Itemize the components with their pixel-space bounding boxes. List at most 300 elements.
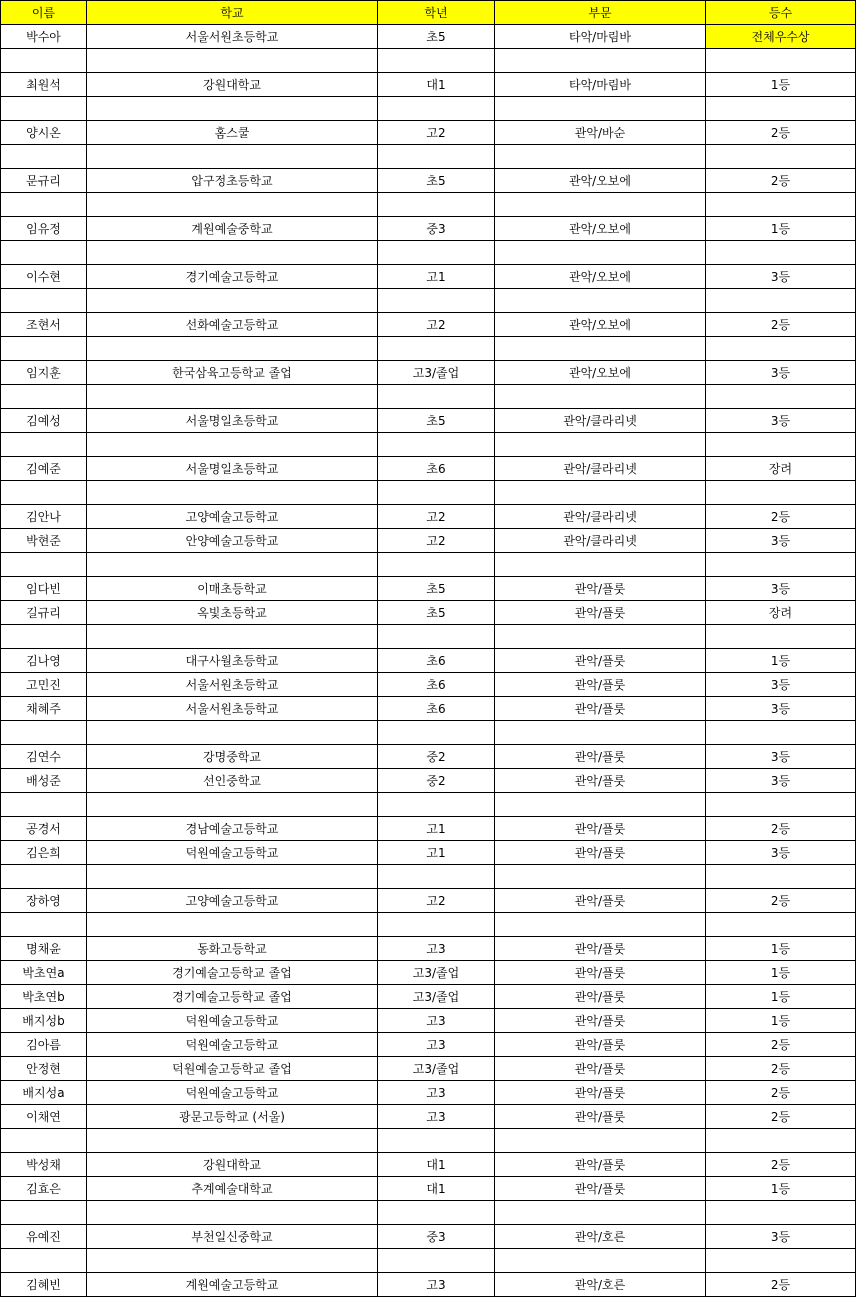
school-cell	[87, 913, 378, 937]
table-row	[1, 673, 856, 697]
grade-cell: 중3	[378, 217, 495, 241]
rank-cell	[706, 793, 856, 817]
division-cell: 관악/플룻	[495, 1153, 706, 1177]
grade-cell	[378, 721, 495, 745]
table-row	[1, 889, 856, 913]
grade-cell: 초5	[378, 409, 495, 433]
division-cell: 관악/플룻	[495, 601, 706, 625]
school-cell: 광문고등학교 (서울)	[87, 1105, 378, 1129]
school-cell	[87, 193, 378, 217]
name-cell: 배지성a	[1, 1081, 87, 1105]
grade-cell: 고2	[378, 889, 495, 913]
school-cell: 경기예술고등학교 졸업	[87, 985, 378, 1009]
rank-cell	[706, 97, 856, 121]
grade-cell: 고1	[378, 265, 495, 289]
division-cell: 관악/클라리넷	[495, 409, 706, 433]
school-cell: 덕원예술고등학교	[87, 1009, 378, 1033]
name-cell	[1, 145, 87, 169]
rank-cell	[706, 289, 856, 313]
name-cell: 장하영	[1, 889, 87, 913]
school-cell: 덕원예술고등학교	[87, 1081, 378, 1105]
school-cell: 한국삼육고등학교 졸업	[87, 361, 378, 385]
grade-cell: 고3	[378, 1033, 495, 1057]
rank-cell: 3등	[706, 673, 856, 697]
rank-cell	[706, 193, 856, 217]
name-cell: 임다빈	[1, 577, 87, 601]
name-cell: 최원석	[1, 73, 87, 97]
table-row	[1, 985, 856, 1009]
name-cell	[1, 1129, 87, 1153]
division-cell: 관악/플룻	[495, 1057, 706, 1081]
division-cell	[495, 1249, 706, 1273]
empty-row	[1, 145, 856, 169]
school-cell	[87, 241, 378, 265]
name-cell	[1, 721, 87, 745]
empty-row	[1, 1129, 856, 1153]
name-cell: 양시온	[1, 121, 87, 145]
division-cell	[495, 241, 706, 265]
division-cell: 관악/오보에	[495, 169, 706, 193]
table-row	[1, 409, 856, 433]
rank-cell: 3등	[706, 361, 856, 385]
name-cell: 이채연	[1, 1105, 87, 1129]
grade-cell: 고2	[378, 529, 495, 553]
name-cell	[1, 553, 87, 577]
empty-row	[1, 1249, 856, 1273]
empty-row	[1, 385, 856, 409]
table-row	[1, 505, 856, 529]
school-cell: 고양예술고등학교	[87, 505, 378, 529]
table-row	[1, 25, 856, 49]
division-cell	[495, 193, 706, 217]
name-cell: 박성채	[1, 1153, 87, 1177]
school-cell: 서울명일초등학교	[87, 457, 378, 481]
grade-cell: 고3/졸업	[378, 1057, 495, 1081]
name-cell: 채혜주	[1, 697, 87, 721]
school-cell: 서울서원초등학교	[87, 697, 378, 721]
school-cell	[87, 1129, 378, 1153]
school-cell	[87, 865, 378, 889]
rank-cell: 1등	[706, 1009, 856, 1033]
name-cell	[1, 49, 87, 73]
school-cell	[87, 49, 378, 73]
grade-cell: 초5	[378, 25, 495, 49]
name-cell	[1, 385, 87, 409]
table-row	[1, 1105, 856, 1129]
division-cell	[495, 625, 706, 649]
header-school: 학교	[87, 1, 378, 25]
division-cell: 관악/플룻	[495, 769, 706, 793]
rank-cell: 2등	[706, 817, 856, 841]
name-cell	[1, 193, 87, 217]
name-cell: 이수현	[1, 265, 87, 289]
empty-row	[1, 49, 856, 73]
school-cell	[87, 1201, 378, 1225]
school-cell: 서울서원초등학교	[87, 25, 378, 49]
name-cell: 김연수	[1, 745, 87, 769]
rank-cell: 3등	[706, 769, 856, 793]
rank-cell: 1등	[706, 649, 856, 673]
school-cell: 선인중학교	[87, 769, 378, 793]
division-cell: 관악/플룻	[495, 889, 706, 913]
grade-cell: 고1	[378, 841, 495, 865]
rank-cell	[706, 625, 856, 649]
empty-row	[1, 793, 856, 817]
grade-cell: 고3	[378, 1081, 495, 1105]
school-cell: 계원예술고등학교	[87, 1273, 378, 1297]
school-cell	[87, 793, 378, 817]
grade-cell: 초6	[378, 649, 495, 673]
name-cell	[1, 481, 87, 505]
division-cell	[495, 433, 706, 457]
empty-row	[1, 481, 856, 505]
school-cell: 계원예술중학교	[87, 217, 378, 241]
name-cell: 임지훈	[1, 361, 87, 385]
header-division: 부문	[495, 1, 706, 25]
table-row	[1, 169, 856, 193]
division-cell: 관악/플룻	[495, 673, 706, 697]
grade-cell	[378, 385, 495, 409]
division-cell: 관악/플룻	[495, 649, 706, 673]
grade-cell: 고3/졸업	[378, 985, 495, 1009]
school-cell	[87, 721, 378, 745]
grade-cell	[378, 49, 495, 73]
grade-cell: 대1	[378, 73, 495, 97]
header-name: 이름	[1, 1, 87, 25]
division-cell	[495, 793, 706, 817]
division-cell	[495, 385, 706, 409]
name-cell: 배지성b	[1, 1009, 87, 1033]
school-cell: 강원대학교	[87, 73, 378, 97]
school-cell: 경남예술고등학교	[87, 817, 378, 841]
empty-row	[1, 289, 856, 313]
division-cell: 관악/오보에	[495, 361, 706, 385]
division-cell: 관악/바순	[495, 121, 706, 145]
division-cell: 관악/플룻	[495, 1105, 706, 1129]
school-cell	[87, 625, 378, 649]
grade-cell	[378, 337, 495, 361]
grade-cell: 고3	[378, 1105, 495, 1129]
rank-cell: 3등	[706, 841, 856, 865]
rank-cell	[706, 481, 856, 505]
rank-cell: 2등	[706, 1105, 856, 1129]
school-cell: 동화고등학교	[87, 937, 378, 961]
table-row	[1, 1057, 856, 1081]
rank-cell	[706, 721, 856, 745]
table-row	[1, 601, 856, 625]
rank-cell: 2등	[706, 1081, 856, 1105]
table-row	[1, 1225, 856, 1249]
grade-cell	[378, 145, 495, 169]
name-cell: 김나영	[1, 649, 87, 673]
rank-cell	[706, 1201, 856, 1225]
rank-cell: 2등	[706, 1153, 856, 1177]
rank-cell	[706, 145, 856, 169]
school-cell: 이매초등학교	[87, 577, 378, 601]
grade-cell: 고1	[378, 817, 495, 841]
division-cell: 관악/호른	[495, 1225, 706, 1249]
school-cell: 강원대학교	[87, 1153, 378, 1177]
empty-row	[1, 865, 856, 889]
table-row	[1, 745, 856, 769]
grade-cell: 초6	[378, 697, 495, 721]
rank-cell: 2등	[706, 169, 856, 193]
name-cell	[1, 241, 87, 265]
school-cell: 선화예술고등학교	[87, 313, 378, 337]
rank-cell: 3등	[706, 409, 856, 433]
school-cell: 부천일신중학교	[87, 1225, 378, 1249]
name-cell: 박초연b	[1, 985, 87, 1009]
division-cell: 관악/플룻	[495, 985, 706, 1009]
name-cell	[1, 289, 87, 313]
header-grade: 학년	[378, 1, 495, 25]
grade-cell: 초5	[378, 601, 495, 625]
grade-cell	[378, 1129, 495, 1153]
name-cell: 김은희	[1, 841, 87, 865]
name-cell: 김아름	[1, 1033, 87, 1057]
name-cell: 박현준	[1, 529, 87, 553]
rank-cell: 3등	[706, 745, 856, 769]
school-cell: 서울명일초등학교	[87, 409, 378, 433]
name-cell: 임유정	[1, 217, 87, 241]
division-cell: 관악/플룻	[495, 1009, 706, 1033]
grade-cell: 초6	[378, 673, 495, 697]
table-row	[1, 649, 856, 673]
grade-cell: 중3	[378, 1225, 495, 1249]
empty-row	[1, 1201, 856, 1225]
school-cell: 경기예술고등학교 졸업	[87, 961, 378, 985]
rank-cell	[706, 49, 856, 73]
name-cell	[1, 1249, 87, 1273]
table-row	[1, 529, 856, 553]
rank-cell: 1등	[706, 217, 856, 241]
rank-cell: 2등	[706, 505, 856, 529]
division-cell	[495, 337, 706, 361]
school-cell: 압구정초등학교	[87, 169, 378, 193]
rank-cell	[706, 433, 856, 457]
grade-cell: 중2	[378, 745, 495, 769]
division-cell: 관악/오보에	[495, 313, 706, 337]
name-cell: 명채윤	[1, 937, 87, 961]
division-cell: 관악/플룻	[495, 1033, 706, 1057]
division-cell	[495, 49, 706, 73]
name-cell	[1, 97, 87, 121]
rank-cell	[706, 337, 856, 361]
table-row	[1, 1081, 856, 1105]
empty-row	[1, 721, 856, 745]
table-row	[1, 73, 856, 97]
grade-cell	[378, 97, 495, 121]
name-cell: 김효은	[1, 1177, 87, 1201]
rank-cell	[706, 241, 856, 265]
name-cell	[1, 865, 87, 889]
table-row	[1, 265, 856, 289]
grade-cell: 고3	[378, 937, 495, 961]
table-row	[1, 121, 856, 145]
empty-row	[1, 553, 856, 577]
empty-row	[1, 433, 856, 457]
grade-cell: 대1	[378, 1177, 495, 1201]
name-cell: 박초연a	[1, 961, 87, 985]
rank-cell: 장려	[706, 601, 856, 625]
division-cell: 관악/플룻	[495, 745, 706, 769]
name-cell	[1, 793, 87, 817]
division-cell	[495, 289, 706, 313]
empty-row	[1, 97, 856, 121]
table-row	[1, 1009, 856, 1033]
name-cell: 유예진	[1, 1225, 87, 1249]
rank-cell: 3등	[706, 697, 856, 721]
division-cell: 관악/플룻	[495, 817, 706, 841]
school-cell: 안양예술고등학교	[87, 529, 378, 553]
table-row	[1, 1273, 856, 1297]
rank-cell: 3등	[706, 529, 856, 553]
table-row	[1, 457, 856, 481]
name-cell: 김안나	[1, 505, 87, 529]
header-rank: 등수	[706, 1, 856, 25]
rank-cell	[706, 913, 856, 937]
rank-cell: 3등	[706, 1225, 856, 1249]
division-cell	[495, 865, 706, 889]
name-cell: 김예준	[1, 457, 87, 481]
school-cell: 강명중학교	[87, 745, 378, 769]
empty-row	[1, 625, 856, 649]
rank-cell: 전체우수상	[706, 25, 856, 49]
division-cell	[495, 1201, 706, 1225]
rank-cell: 장려	[706, 457, 856, 481]
table-row	[1, 361, 856, 385]
empty-row	[1, 241, 856, 265]
school-cell	[87, 97, 378, 121]
school-cell: 덕원예술고등학교	[87, 1033, 378, 1057]
header-row	[1, 1, 856, 25]
name-cell: 길규리	[1, 601, 87, 625]
school-cell: 추계예술대학교	[87, 1177, 378, 1201]
grade-cell: 초6	[378, 457, 495, 481]
school-cell: 홈스쿨	[87, 121, 378, 145]
rank-cell: 1등	[706, 1177, 856, 1201]
division-cell: 관악/플룻	[495, 961, 706, 985]
grade-cell: 고3	[378, 1273, 495, 1297]
school-cell	[87, 433, 378, 457]
grade-cell: 고2	[378, 313, 495, 337]
table-row	[1, 313, 856, 337]
rank-cell	[706, 1129, 856, 1153]
grade-cell: 대1	[378, 1153, 495, 1177]
name-cell: 문규리	[1, 169, 87, 193]
rank-cell	[706, 553, 856, 577]
school-cell	[87, 385, 378, 409]
rank-cell: 2등	[706, 1033, 856, 1057]
division-cell	[495, 481, 706, 505]
table-row	[1, 217, 856, 241]
name-cell: 김예성	[1, 409, 87, 433]
rank-cell: 1등	[706, 961, 856, 985]
school-cell	[87, 481, 378, 505]
name-cell	[1, 625, 87, 649]
school-cell	[87, 145, 378, 169]
name-cell	[1, 433, 87, 457]
division-cell	[495, 553, 706, 577]
grade-cell	[378, 553, 495, 577]
grade-cell	[378, 481, 495, 505]
division-cell	[495, 145, 706, 169]
table-row	[1, 961, 856, 985]
school-cell	[87, 1249, 378, 1273]
grade-cell	[378, 1249, 495, 1273]
school-cell	[87, 553, 378, 577]
school-cell: 고양예술고등학교	[87, 889, 378, 913]
school-cell: 덕원예술고등학교 졸업	[87, 1057, 378, 1081]
division-cell: 관악/호른	[495, 1273, 706, 1297]
name-cell: 김혜빈	[1, 1273, 87, 1297]
grade-cell	[378, 241, 495, 265]
table-row	[1, 1153, 856, 1177]
name-cell: 안정현	[1, 1057, 87, 1081]
grade-cell: 고3/졸업	[378, 961, 495, 985]
division-cell	[495, 913, 706, 937]
division-cell: 관악/클라리넷	[495, 457, 706, 481]
empty-row	[1, 913, 856, 937]
table-row	[1, 1033, 856, 1057]
division-cell: 관악/플룻	[495, 1081, 706, 1105]
name-cell: 박수아	[1, 25, 87, 49]
table-row	[1, 577, 856, 601]
table-row	[1, 1177, 856, 1201]
division-cell: 관악/오보에	[495, 217, 706, 241]
rank-cell	[706, 385, 856, 409]
school-cell: 서울서원초등학교	[87, 673, 378, 697]
grade-cell	[378, 1201, 495, 1225]
school-cell: 옥빛초등학교	[87, 601, 378, 625]
rank-cell	[706, 1249, 856, 1273]
grade-cell: 초5	[378, 577, 495, 601]
table-row	[1, 817, 856, 841]
division-cell: 타악/마림바	[495, 25, 706, 49]
table-row	[1, 697, 856, 721]
rank-cell: 1등	[706, 73, 856, 97]
rank-cell: 1등	[706, 937, 856, 961]
rank-cell	[706, 865, 856, 889]
school-cell: 대구사월초등학교	[87, 649, 378, 673]
name-cell	[1, 913, 87, 937]
grade-cell: 고3/졸업	[378, 361, 495, 385]
table-row	[1, 769, 856, 793]
name-cell: 공경서	[1, 817, 87, 841]
rank-cell: 3등	[706, 265, 856, 289]
name-cell: 배성준	[1, 769, 87, 793]
division-cell: 관악/플룻	[495, 697, 706, 721]
grade-cell	[378, 433, 495, 457]
division-cell	[495, 97, 706, 121]
name-cell	[1, 1201, 87, 1225]
division-cell: 관악/오보에	[495, 265, 706, 289]
name-cell: 고민진	[1, 673, 87, 697]
division-cell: 관악/플룻	[495, 937, 706, 961]
grade-cell	[378, 865, 495, 889]
name-cell: 조현서	[1, 313, 87, 337]
rank-cell: 2등	[706, 1057, 856, 1081]
grade-cell: 고2	[378, 121, 495, 145]
school-cell: 덕원예술고등학교	[87, 841, 378, 865]
grade-cell	[378, 193, 495, 217]
school-cell	[87, 337, 378, 361]
table-row	[1, 937, 856, 961]
grade-cell: 초5	[378, 169, 495, 193]
division-cell: 관악/플룻	[495, 841, 706, 865]
rank-cell: 2등	[706, 1273, 856, 1297]
name-cell	[1, 337, 87, 361]
